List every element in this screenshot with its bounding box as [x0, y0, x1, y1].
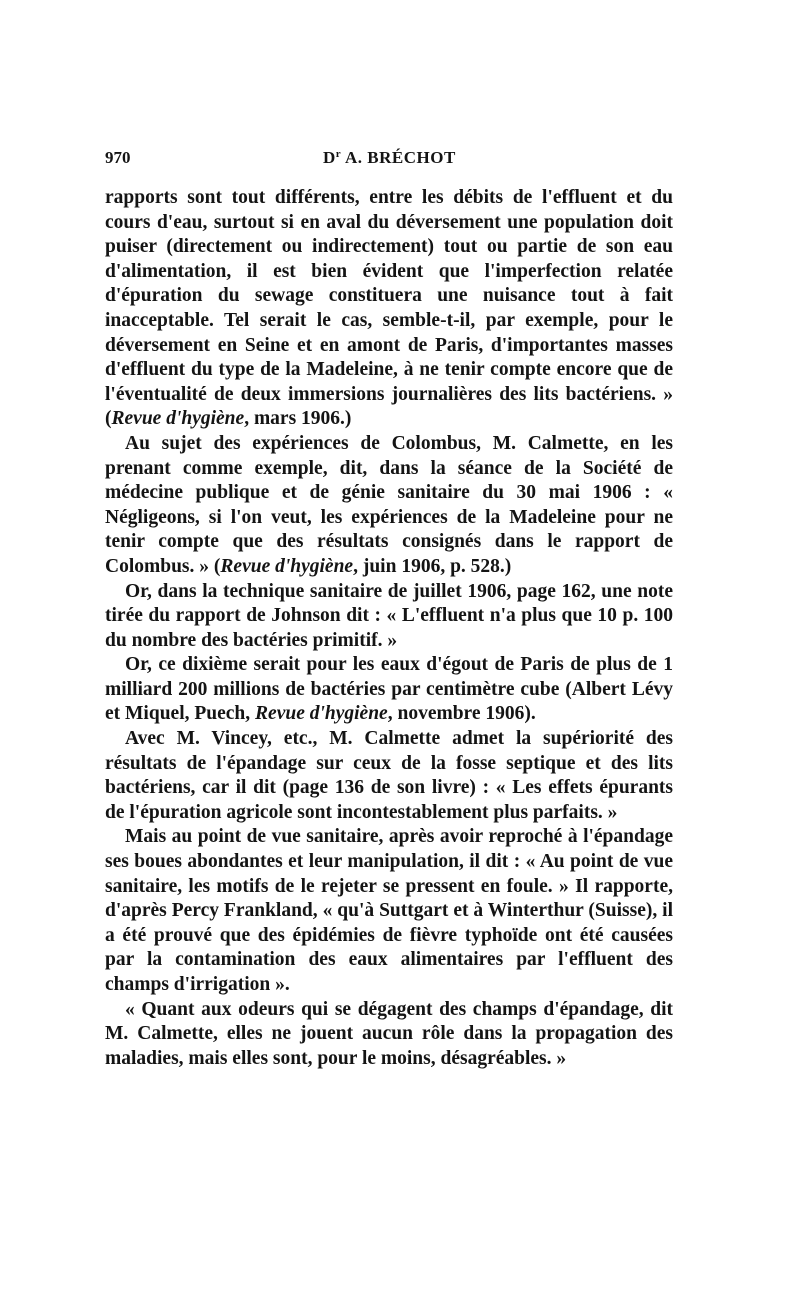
paragraph-2 [105, 432, 673, 580]
paragraph-text: Or, ce dixième serait pour les eaux d'égout de Paris de plus de 1 milliard 200 millions de bactéries par centimètre cube (Albert Lévy et Miquel, Puech, [105, 654, 673, 725]
paragraph-text: rapports sont tout différents, entre les débits de l'effluent et du cours d'eau, surtout si en aval du déversement une population doit puiser (directement ou indirectement) tout ou partie de son eau d'alimentation, il est bien évident que l'imperfection relatée d'épuration du sewage constituera une nuisance tout à fait inacceptable. Tel serait le cas, semble-t-il, par exemple, pour le déversement en Seine et en amont de Paris, d'importantes masses d'effluent du type de la Madeleine, à ne tenir compte encore que de l'éventualité de deux immersions journalières des lits bactériens. » ( [105, 187, 673, 430]
journal-title: Revue d'hygiène [255, 703, 388, 725]
paragraph-4 [105, 653, 673, 727]
paragraph-text: , juin 1906, p. 528.) [353, 555, 512, 577]
paragraph-6: Mais au point de vue sanitaire, après avoir reproché à l'épandage ses boues abondantes et leur manipulation, il dit : « Au point de vue sanitaire, les motifs de le rejeter se pressent en foule. » Il rapporte, d'après Percy Frankland, « qu'à Suttgart et à Winterthur (Suisse), il a été prouvé que des épidémies de fièvre typhoïde ont été causées par la contamination des eaux alimentaires par l'effluent des champs d'irrigation ». [105, 826, 673, 995]
paragraph-text: , mars 1906.) [244, 408, 352, 430]
author-superscript: r [335, 148, 342, 160]
journal-title: Revue d'hygiène [220, 555, 354, 577]
paragraph-text: Au sujet des expériences de Colombus, M. Calmette, en les prenant comme exemple, dit, dans la séance de la Société de médecine publique et de génie sanitaire du 30 mai 1906 : « Négligeons, si l'on veut, les expériences de la Madeleine pour ne tenir compte que des résultats consignés dans le rapport de Colombus. » ( [105, 432, 673, 577]
author-name [323, 148, 456, 168]
author-surname: A. BRÉCHOT [344, 148, 456, 167]
body-text [105, 186, 673, 1071]
book-page [105, 142, 673, 1071]
paragraph-3: Or, dans la technique sanitaire de juillet 1906, page 162, une note tirée du rapport de Johnson dit : « L'effluent n'a plus que 10 p. 100 du nombre des bactéries primitif. » [105, 580, 673, 651]
paragraph-text: , novembre 1906). [387, 703, 536, 725]
paragraph-1 [105, 186, 673, 432]
paragraph-7: « Quant aux odeurs qui se dégagent des champs d'épandage, dit M. Calmette, elles ne jouent aucun rôle dans la propagation des maladies, mais elles sont, pour le moins, désagréables. » [105, 998, 673, 1069]
author-prefix: D [323, 148, 336, 167]
page-number: 970 [105, 148, 131, 167]
paragraph-5: Avec M. Vincey, etc., M. Calmette admet la supériorité des résultats de l'épandage sur ceux de la fosse septique et des lits bactériens, car il dit (page 136 de son livre) : « Les effets épurants de l'épuration agricole sont incontestablement plus parfaits. » [105, 728, 673, 823]
journal-title: Revue d'hygiène [111, 408, 245, 430]
running-head [105, 142, 673, 170]
